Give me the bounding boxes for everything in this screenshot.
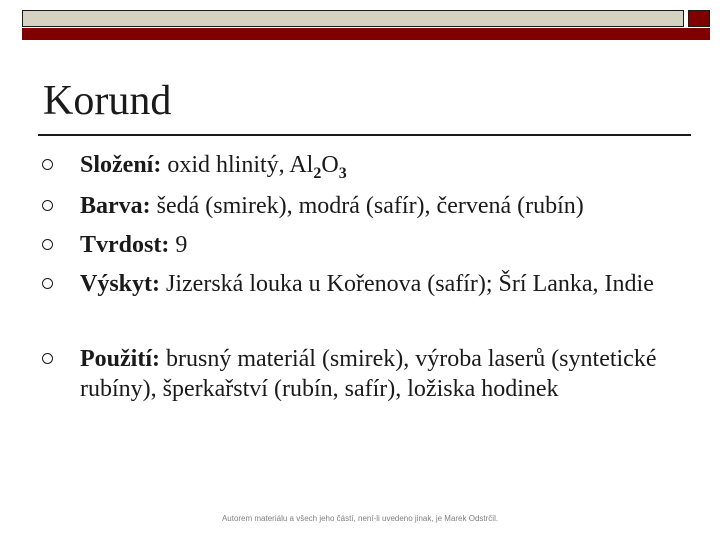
item-text: šedá (smirek), modrá (safír), červená (rubín) (156, 193, 584, 219)
title-rule (38, 134, 691, 136)
footer-note: Autorem materiálu a všech jeho částí, není-li uvedeno jinak, je Marek Odstrčil. (221, 514, 499, 523)
list-item-tvrdost (80, 230, 680, 260)
list-item-barva (80, 191, 680, 221)
list-item-vyskyt (80, 269, 670, 299)
list-item-slozeni (80, 150, 680, 180)
item-label: Složení: (80, 152, 162, 178)
formula-subscript: 3 (338, 165, 347, 182)
item-label: Barva: (80, 193, 151, 219)
item-text: oxid hlinitý, Al (167, 152, 314, 178)
list-item-pouziti (80, 344, 680, 404)
item-text: 9 (175, 232, 188, 258)
item-label: Tvrdost: (80, 232, 170, 258)
hollow-circle-bullet-icon (42, 159, 53, 170)
hollow-circle-bullet-icon (42, 353, 53, 364)
hollow-circle-bullet-icon (42, 200, 53, 211)
formula-part: O (321, 152, 339, 178)
corner-square-decor (688, 10, 710, 27)
item-label: Použití: (80, 346, 160, 372)
item-text: Jizerská louka u Kořenova (safír); Šrí Lanka, Indie (166, 271, 654, 297)
top-decor-line (22, 28, 710, 40)
hollow-circle-bullet-icon (42, 278, 53, 289)
slide-title: Korund (43, 78, 172, 124)
hollow-circle-bullet-icon (42, 239, 53, 250)
top-decor-band (22, 10, 684, 27)
formula-subscript: 2 (313, 165, 322, 182)
item-text: brusný materiál (smirek), výroba laserů (syntetické rubíny), šperkařství (rubín, safír), ložiska hodinek (80, 346, 657, 402)
item-label: Výskyt: (80, 271, 161, 297)
